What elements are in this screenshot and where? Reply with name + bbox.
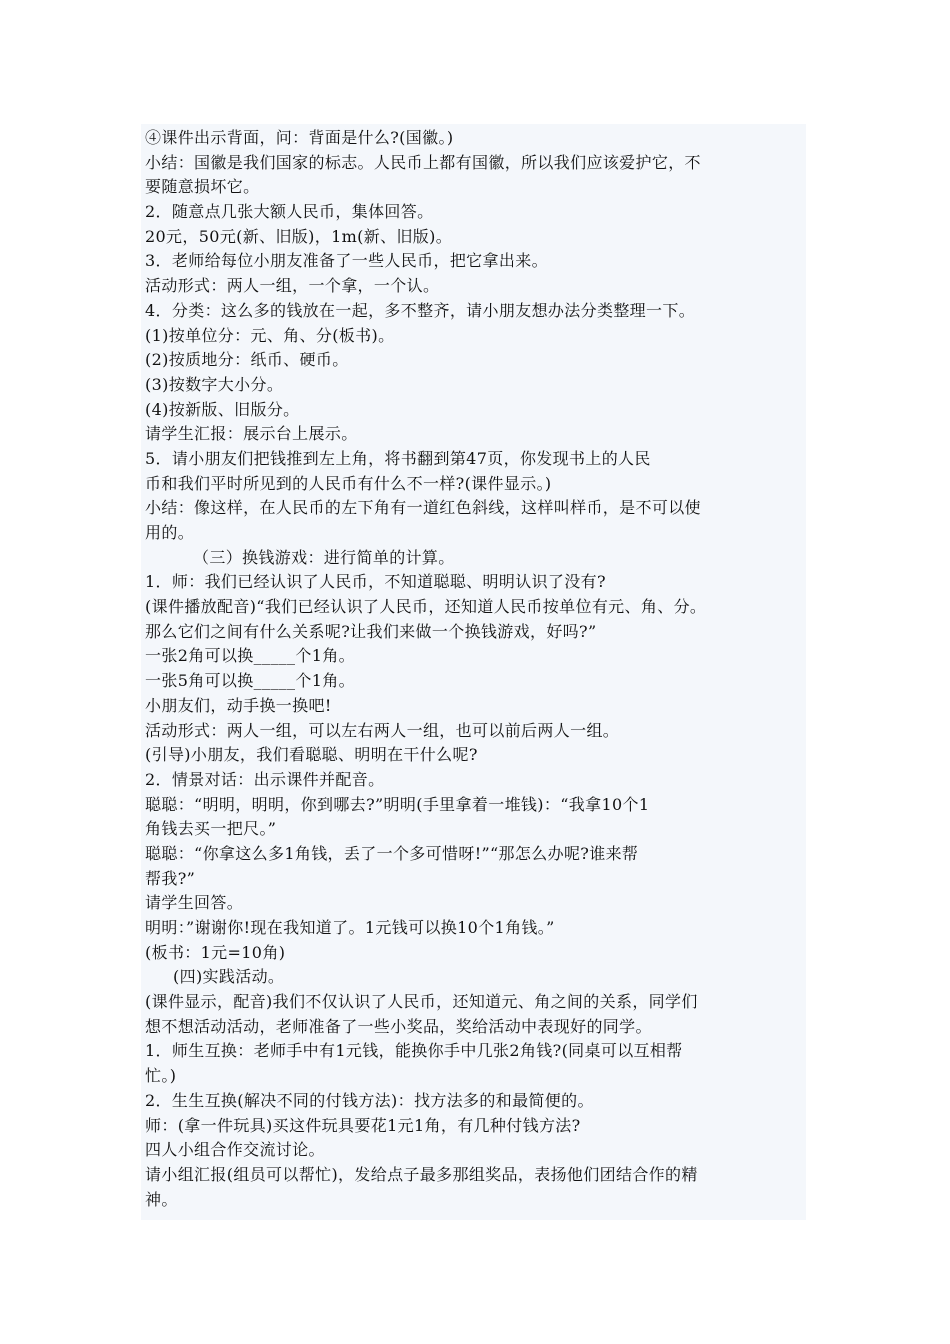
section-heading: （三）换钱游戏：进行简单的计算。 [193,547,455,567]
section-heading: (四)实践活动。 [173,967,285,987]
text-line: 小结：国徽是我们国家的标志。人民币上都有国徽，所以我们应该爱护它，不 [145,152,701,172]
text-line: 4．分类：这么多的钱放在一起，多不整齐，请小朋友想办法分类整理一下。 [145,300,696,320]
text-line: 活动形式：两人一组，可以左右两人一组，也可以前后两人一组。 [145,720,620,740]
text-line: (课件显示，配音)我们不仅认识了人民币，还知道元、角之间的关系，同学们 [145,992,698,1012]
text-line: 四人小组合作交流讨论。 [145,1140,325,1160]
text-line: 忙。) [145,1066,177,1086]
text-line: 小结：像这样，在人民币的左下角有一道红色斜线，这样叫样币，是不可以使 [145,498,701,518]
text-line: (板书：1元=10角) [145,942,286,962]
text-line: 神。 [145,1189,178,1209]
text-line: 3．老师给每位小朋友准备了一些人民币，把它拿出来。 [145,251,548,271]
text-line: 请小组汇报(组员可以帮忙)，发给点子最多那组奖品，表扬他们团结合作的精 [145,1164,698,1184]
text-line: (3)按数字大小分。 [145,374,284,394]
text-line: 币和我们平时所见到的人民币有什么不一样?(课件显示。) [145,473,552,493]
text-line: 帮我?” [145,868,196,888]
text-line: 5．请小朋友们把钱推到左上角，将书翻到第47页，你发现书上的人民 [145,448,651,468]
text-line: (课件播放配音)“我们已经认识了人民币，还知道人民币按单位有元、角、分。 [145,597,707,617]
text-line: 2．生生互换(解决不同的付钱方法)：找方法多的和最简便的。 [145,1090,594,1110]
text-line: 用的。 [145,523,195,542]
text-line: 请学生汇报：展示台上展示。 [145,424,358,444]
text-line: 角钱去买一把尺。” [145,819,277,839]
text-line: (引导)小朋友，我们看聪聪、明明在干什么呢? [145,745,478,765]
text-line: 要随意损坏它。 [145,177,260,197]
text-line: (2)按质地分：纸币、硬币。 [145,350,349,370]
text-line: 师：(拿一件玩具)买这件玩具要花1元1角，有几种付钱方法? [145,1115,581,1135]
text-line: 小朋友们，动手换一换吧! [145,695,332,715]
text-line: 一张2角可以换_____个1角。 [145,646,355,666]
text-line: 那么它们之间有什么关系呢?让我们来做一个换钱游戏，好吗?” [145,621,597,641]
document-body [141,124,806,1220]
text-line: 活动形式：两人一组，一个拿，一个认。 [145,276,440,296]
text-line: 1．师：我们已经认识了人民币，不知道聪聪、明明认识了没有? [145,572,606,592]
text-line: (4)按新版、旧版分。 [145,399,300,419]
text-line: (1)按单位分：元、角、分(板书)。 [145,325,395,345]
text-line: 20元，50元(新、旧版)，1m(新、旧版)。 [145,226,453,246]
text-line: 聪聪：“你拿这么多1角钱，丢了一个多可惜呀!”“那怎么办呢?谁来帮 [145,843,639,863]
text-line: 明明：”谢谢你!现在我知道了。1元钱可以换10个1角钱。” [145,918,555,937]
text-line: 2．情景对话：出示课件并配音。 [145,769,385,789]
text-line: 2．随意点几张大额人民币，集体回答。 [145,202,434,222]
text-line: 1．师生互换：老师手中有1元钱，能换你手中几张2角钱?(同桌可以互相帮 [145,1041,683,1061]
text-line: 聪聪：“明明，明明，你到哪去?”明明(手里拿着一堆钱)：“我拿10个1 [145,794,650,814]
text-line: 请学生回答。 [145,893,244,913]
text-line: 一张5角可以换_____个1角。 [145,671,355,691]
text-line: ④课件出示背面，问：背面是什么?(国徽。) [145,128,454,147]
text-line: 想不想活动活动，老师准备了一些小奖品，奖给活动中表现好的同学。 [145,1016,652,1036]
